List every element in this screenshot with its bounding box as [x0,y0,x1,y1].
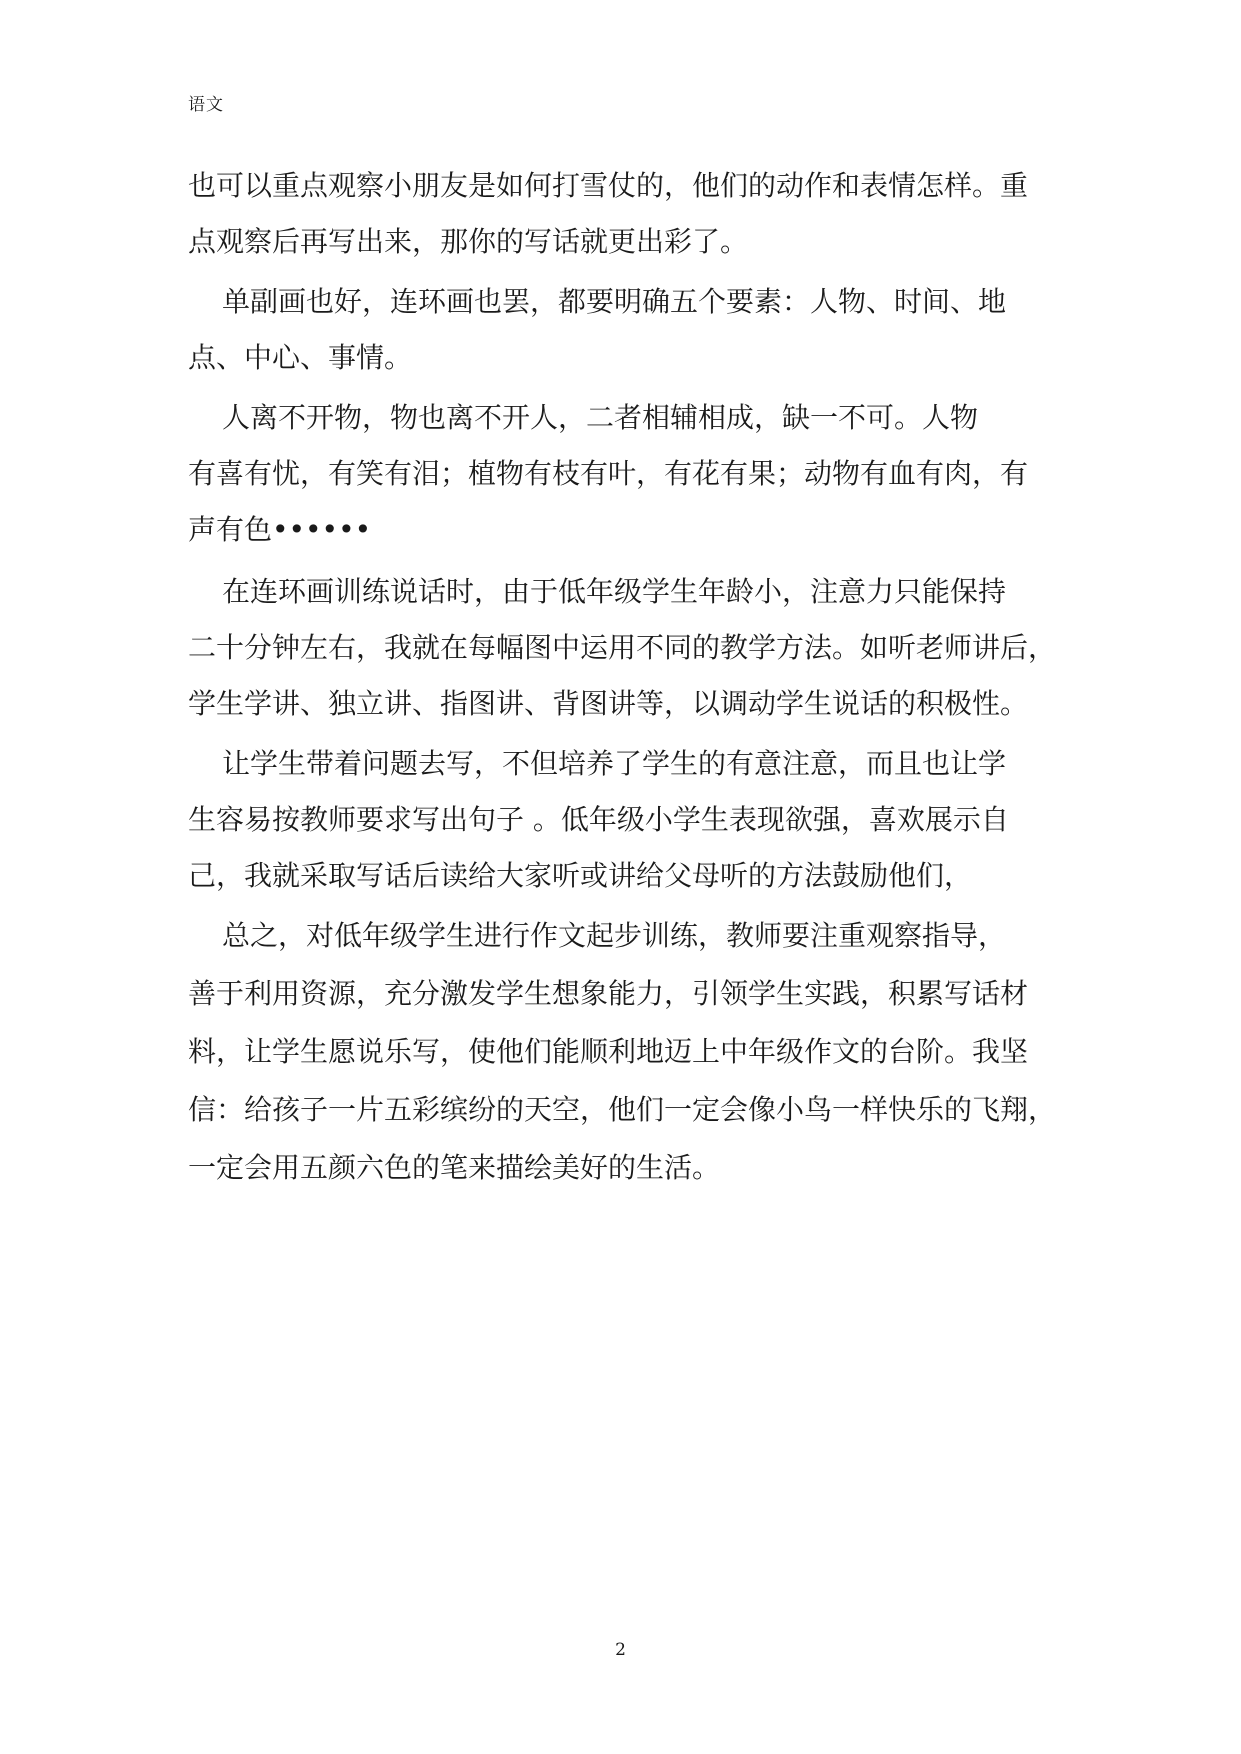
paragraph-line: 让学生带着问题去写，不但培养了学生的有意注意，而且也让学 [222,747,1007,780]
paragraph-line: 声有色•••••• [188,513,372,546]
paragraph-line: 单副画也好，连环画也罢，都要明确五个要素：人物、时间、地 [222,285,1007,318]
paragraph-line: 也可以重点观察小朋友是如何打雪仗的，他们的动作和表情怎样。重 [188,169,1029,202]
paragraph-line: 一定会用五颜六色的笔来描绘美好的生活。 [188,1151,721,1184]
paragraph-line: 学生学讲、独立讲、指图讲、背图讲等，以调动学生说话的积极性。 [188,687,1029,720]
paragraph-line: 信：给孩子一片五彩缤纷的天空，他们一定会像小鸟一样快乐的飞翔， [188,1093,1057,1126]
paragraph-line: 点观察后再写出来，那你的写话就更出彩了。 [188,225,749,258]
paragraph-line: 人离不开物，物也离不开人，二者相辅相成，缺一不可。人物 [222,401,979,434]
page-number: 2 [615,1640,626,1660]
paragraph-line: 料，让学生愿说乐写，使他们能顺利地迈上中年级作文的台阶。我坚 [188,1035,1029,1068]
paragraph-line: 有喜有忧，有笑有泪；植物有枝有叶，有花有果；动物有血有肉，有 [188,457,1029,490]
paragraph-line: 二十分钟左右，我就在每幅图中运用不同的教学方法。如听老师讲后， [188,631,1057,664]
paragraph-line: 点、中心、事情。 [188,341,413,374]
paragraph-line: 总之，对低年级学生进行作文起步训练，教师要注重观察指导， [222,919,1007,952]
page-header: 语文 [188,95,224,115]
paragraph-line: 在连环画训练说话时，由于低年级学生年龄小，注意力只能保持 [222,575,1007,608]
paragraph-line: 生容易按教师要求写出句子 。低年级小学生表现欲强，喜欢展示自 [188,803,1009,836]
paragraph-line: 善于利用资源，充分激发学生想象能力，引领学生实践，积累写话材 [188,977,1029,1010]
paragraph-line: 己，我就采取写话后读给大家听或讲给父母听的方法鼓励他们， [188,859,973,892]
